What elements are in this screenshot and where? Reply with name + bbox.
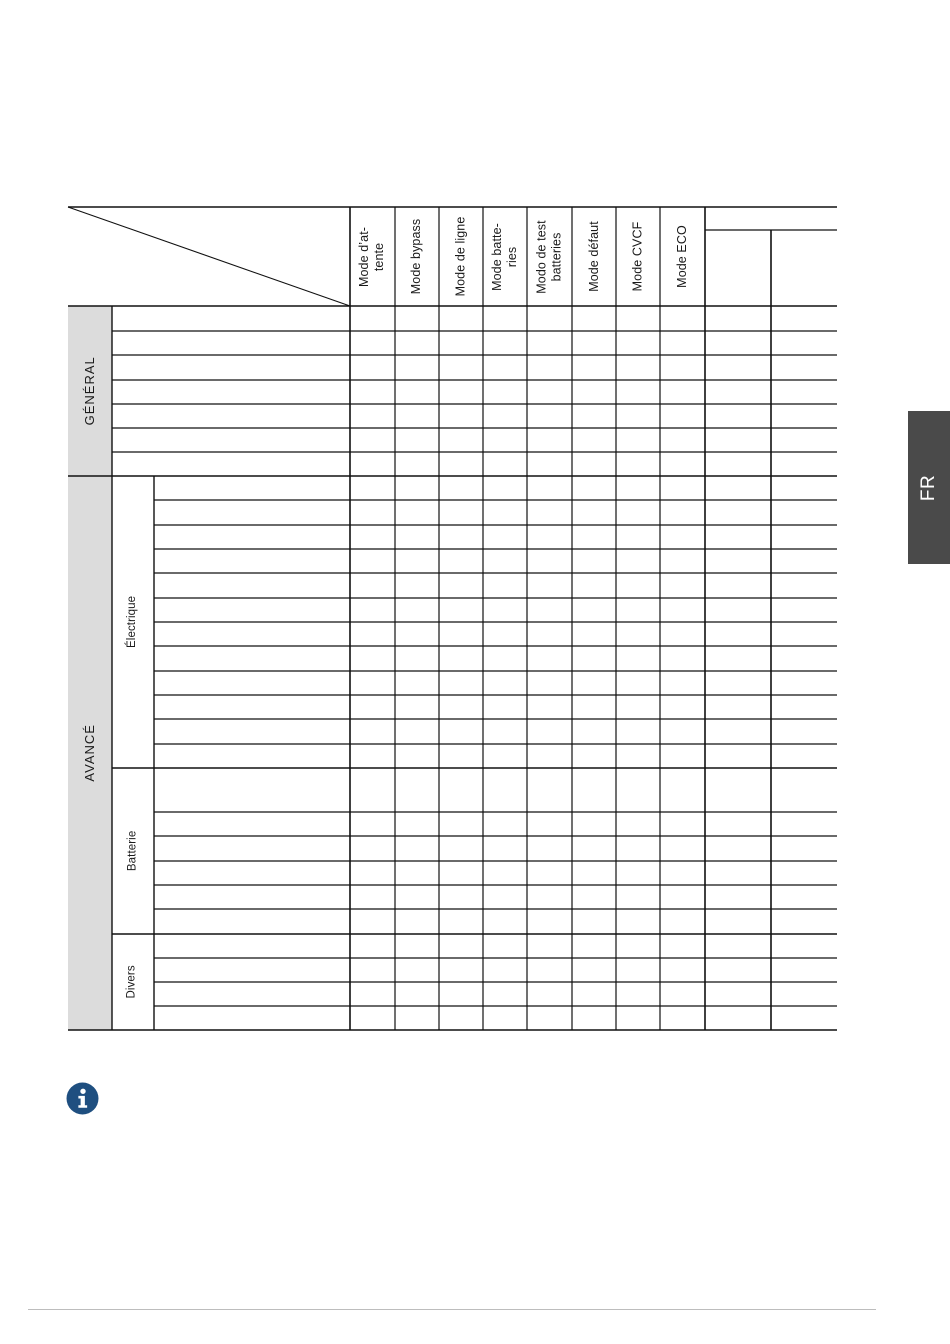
footer-rule bbox=[28, 1309, 876, 1310]
group-label-general: GÉNÉRAL bbox=[82, 356, 98, 426]
group-column-shade bbox=[68, 306, 112, 1030]
col-header-standby: Mode d’at- tente bbox=[357, 226, 387, 287]
subgroup-label-battery: Batterie bbox=[126, 830, 139, 872]
header-diagonal bbox=[68, 207, 350, 306]
language-tab-label: FR bbox=[917, 474, 939, 501]
col-header-fault: Mode défaut bbox=[586, 221, 601, 292]
language-tab bbox=[908, 411, 950, 564]
col-header-line: Mode de ligne bbox=[453, 216, 468, 297]
col-header-cvcf: Mode CVCF bbox=[630, 221, 645, 292]
group-label-advanced: AVANCÉ bbox=[82, 724, 98, 782]
col-header-battery: Mode batte- ries bbox=[490, 222, 519, 291]
info-icon bbox=[66, 1082, 99, 1115]
subgroup-label-electrical: Électrique bbox=[126, 595, 139, 649]
col-header-eco: Mode ECO bbox=[675, 225, 690, 288]
subgroup-label-misc: Divers bbox=[126, 965, 139, 999]
col-header-battery-test: Modo de test batteries bbox=[534, 219, 564, 294]
col-header-bypass: Mode bypass bbox=[409, 218, 424, 295]
